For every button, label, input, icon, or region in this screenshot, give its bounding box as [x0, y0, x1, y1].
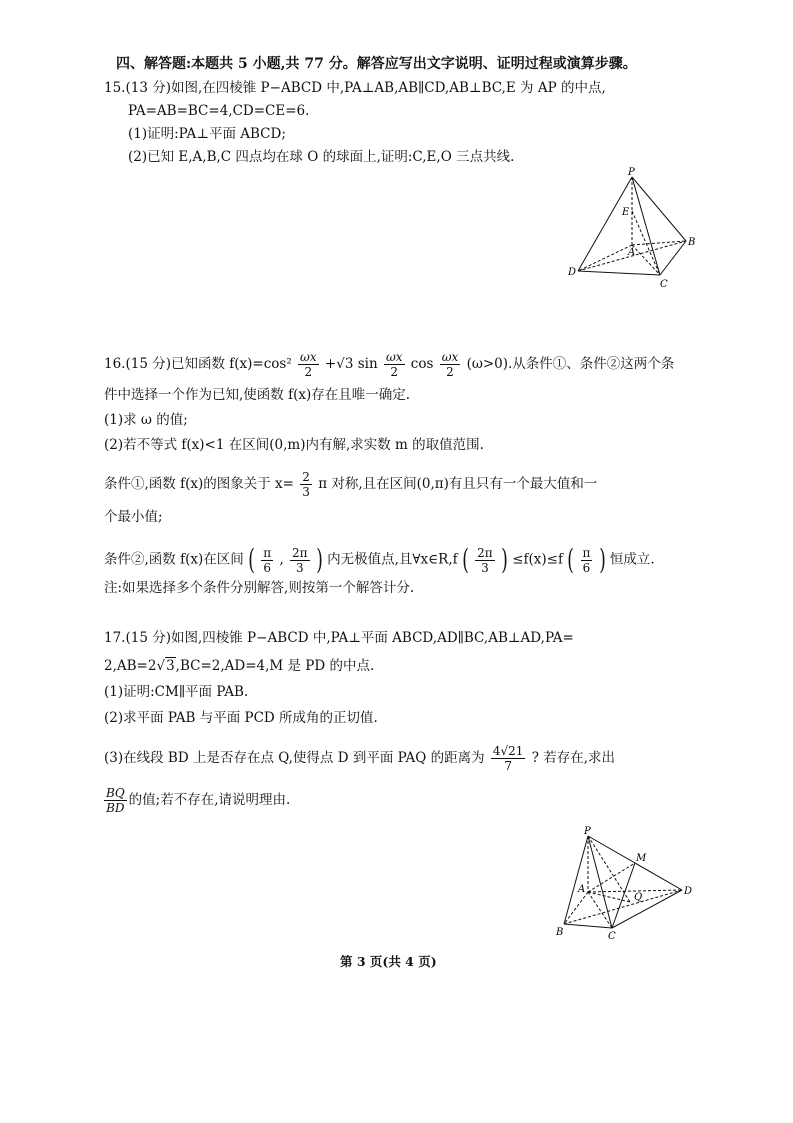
edge-AB	[632, 241, 686, 245]
edge-CM	[612, 863, 635, 928]
q16-cond2-mid: 内无极值点,且∀x∈R,f	[327, 551, 458, 568]
q15-part1: (1)证明:PA⊥平面 ABCD;	[128, 126, 286, 142]
q17-part1: (1)证明:CM∥平面 PAB.	[104, 684, 249, 700]
edge-CD	[612, 890, 682, 928]
q16-mid1: +√3 sin	[324, 356, 378, 372]
label-C: C	[608, 931, 616, 942]
q16-note: 注:如果选择多个条件分别解答,则按第一个解答计分.	[104, 580, 415, 596]
paren-close: )	[598, 543, 606, 576]
q16-cond2-pre: 条件②,函数 f(x)在区间	[104, 551, 244, 568]
edge-BD	[564, 890, 682, 924]
q16-cond1-line2: 个最小值;	[104, 509, 163, 525]
edge-PD	[578, 177, 632, 271]
edge-PC	[588, 836, 612, 928]
label-Q: Q	[634, 892, 643, 903]
sqrt-symbol: √3	[156, 658, 175, 674]
edge-AM	[588, 863, 635, 892]
edge-BC	[564, 924, 612, 928]
edge-AB	[564, 892, 588, 924]
q17-bq-bd-frac: $\frac{BQ}{BD}$	[106, 786, 125, 815]
paren-close: )	[316, 543, 323, 576]
q16-part2: (2)若不等式 f(x)<1 在区间(0,m)内有解,求实数 m 的取值范围.	[104, 437, 484, 453]
label-M: M	[636, 853, 647, 864]
q17-part3-frac: $\frac{4√21}{7}$	[492, 744, 524, 773]
q16-cond1	[104, 470, 597, 499]
edge-CB	[660, 241, 686, 275]
q15-line1: 15.(13 分)如图,在四棱锥 P−ABCD 中,PA⊥AB,AB∥CD,AB⊥BC,E 为 AP 的中点,	[104, 80, 606, 96]
paren-close: )	[501, 543, 508, 576]
q16-part1: (1)求 ω 的值;	[104, 412, 188, 428]
edge-DC	[578, 271, 660, 275]
q16-cond1-pre: 条件①,函数 f(x)的图象关于 x=	[104, 476, 294, 492]
q16-frac-3: $\frac{\omega x}{2}$	[441, 350, 459, 379]
q16-line2: 件中选择一个作为已知,使函数 f(x)存在且唯一确定.	[104, 387, 411, 403]
label-A: A	[628, 247, 636, 258]
label-P: P	[628, 167, 635, 178]
label-D: D	[684, 886, 693, 897]
q17-line2-pre: 2,AB=2	[104, 658, 157, 674]
label-D: D	[568, 267, 577, 278]
q16-cond2-frac-b: $\frac{2\pi}{3}$	[292, 545, 308, 575]
section-header: 四、解答题:本题共 5 小题,共 77 分。解答应写出文字说明、证明过程或演算步骤。	[116, 56, 637, 72]
page-footer: 第 3 页(共 4 页)	[340, 954, 437, 969]
q17-part3-post: ? 若存在,求出	[531, 750, 616, 766]
q16-cond2-mid2: ≤f(x)≤f	[512, 551, 563, 568]
q16-cond2-frac-c: $\frac{2\pi}{3}$	[477, 545, 493, 575]
q16-cond2-frac-a: $\frac{\pi}{6}$	[263, 545, 272, 575]
q16-pre: 16.(15 分)已知函数 f(x)=cos²	[104, 356, 292, 372]
q17-part3	[104, 744, 615, 773]
paren-open: (	[567, 543, 575, 576]
q17-part3-pre: (3)在线段 BD 上是否存在点 Q,使得点 D 到平面 PAQ 的距离为	[104, 750, 485, 766]
q17-part2: (2)求平面 PAB 与平面 PCD 所成角的正切值.	[104, 710, 378, 726]
q16-cond1-frac: $\frac{2}{3}$	[302, 470, 310, 499]
q15-figure	[560, 165, 710, 290]
edge-PB	[564, 836, 588, 924]
label-C: C	[660, 279, 668, 290]
q17-line2	[104, 656, 374, 676]
edge-PB	[632, 177, 686, 241]
q16-post: (ω>0).从条件①、条件②这两个条	[466, 356, 675, 372]
q16-line1	[104, 350, 674, 379]
q17-part3b	[104, 786, 290, 815]
label-E: E	[622, 207, 630, 218]
q16-mid2: cos	[410, 356, 434, 372]
label-P: P	[584, 826, 591, 837]
q17-part3b-post: 的值;若不存在,请说明理由.	[128, 792, 291, 808]
q17-line1: 17.(15 分)如图,四棱锥 P−ABCD 中,PA⊥平面 ABCD,AD∥BC,AB⊥AD,PA=	[104, 630, 574, 646]
edge-EC	[632, 211, 660, 275]
q16-frac-2: $\frac{\omega x}{2}$	[385, 350, 403, 379]
q16-cond2-comma: ,	[279, 551, 284, 568]
q16-cond2-frac-d: $\frac{\pi}{6}$	[582, 545, 591, 575]
edge-AC	[588, 892, 612, 928]
q15-part2: (2)已知 E,A,B,C 四点均在球 O 的球面上,证明:C,E,O 三点共线.	[128, 149, 515, 165]
q17-line2-post: ,BC=2,AD=4,M 是 PD 的中点.	[175, 658, 375, 674]
label-A: A	[578, 884, 586, 895]
q17-figure	[550, 822, 710, 942]
paren-open: (	[248, 543, 255, 576]
q16-cond2	[104, 545, 655, 575]
label-B: B	[688, 237, 696, 248]
label-B: B	[556, 927, 564, 938]
q16-cond2-post: 恒成立.	[609, 551, 655, 568]
q16-frac-1: $\frac{\omega x}{2}$	[300, 350, 317, 379]
paren-open: (	[462, 543, 469, 576]
q16-cond1-post: π 对称,且在区间(0,π)有且只有一个最大值和一	[318, 476, 598, 492]
q15-line2: PA=AB=BC=4,CD=CE=6.	[128, 103, 310, 119]
